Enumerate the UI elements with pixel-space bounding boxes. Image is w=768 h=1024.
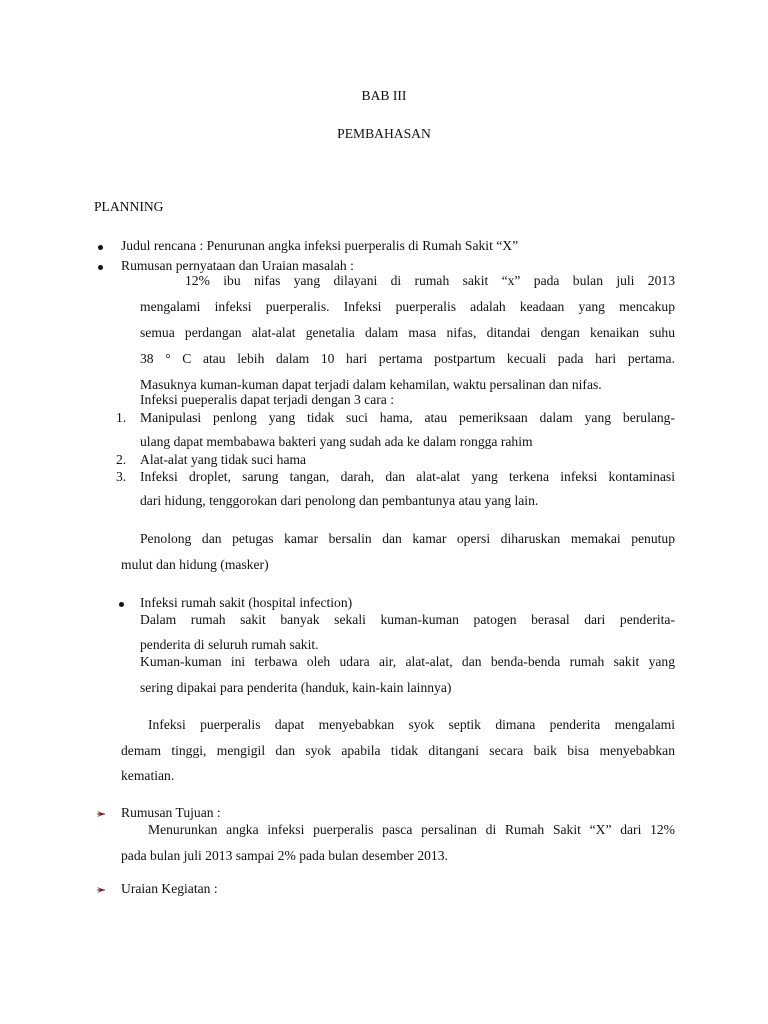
para1-line: 12% ibu nifas yang dilayani di rumah sakit “x” pada bulan juli 2013	[185, 273, 675, 288]
para1-line: mengalami infeksi puerperalis. Infeksi puerperalis adalah keadaan yang mencakup	[140, 299, 675, 314]
tujuan-label: Rumusan Tujuan :	[121, 805, 221, 820]
para2-line: Penolong dan petugas kamar bersalin dan kamar opersi diharuskan memakai penutup	[140, 531, 675, 546]
cause-number: 1.	[116, 410, 127, 425]
bullet-icon	[119, 602, 124, 607]
tujuan-line: Menurunkan angka infeksi puerperalis pasca persalinan di Rumah Sakit “X” dari 12%	[148, 822, 675, 837]
bullet-hospital: Infeksi rumah sakit (hospital infection)	[140, 595, 353, 610]
chapter-title: PEMBAHASAN	[337, 126, 431, 141]
bullet-icon	[98, 245, 103, 250]
kegiatan-label: Uraian Kegiatan :	[121, 881, 218, 896]
cause-line: Manipulasi penlong yang tidak suci hama, atau pemeriksaan dalam yang berulang-	[140, 410, 675, 425]
hospital-line: Kuman-kuman ini terbawa oleh udara air, alat-alat, dan benda-benda rumah sakit yang	[140, 654, 675, 669]
para3-line: Infeksi puerperalis dapat menyebabkan syok septik dimana penderita mengalami	[148, 717, 675, 732]
para3-line: demam tinggi, mengigil dan syok apabila tidak ditangani secara baik bisa menyebabkan	[121, 743, 675, 758]
section-label: PLANNING	[94, 199, 164, 214]
para1-line: Masuknya kuman-kuman dapat terjadi dalam kehamilan, waktu persalinan dan nifas.	[140, 377, 602, 392]
cause-number: 2.	[116, 452, 127, 467]
tujuan-line: pada bulan juli 2013 sampai 2% pada bulan desember 2013.	[121, 848, 448, 863]
para2-line: mulut dan hidung (masker)	[121, 557, 269, 572]
cause-line: Infeksi droplet, sarung tangan, darah, dan alat-alat yang terkena infeksi kontaminasi	[140, 469, 675, 484]
bullet-icon	[98, 265, 103, 270]
hospital-line: Dalam rumah sakit banyak sekali kuman-kuman patogen berasal dari penderita-	[140, 612, 675, 627]
bullet-rumusan: Rumusan pernyataan dan Uraian masalah :	[121, 258, 354, 273]
arrow-bullet-icon	[96, 809, 106, 819]
bullet-judul: Judul rencana : Penurunan angka infeksi puerperalis di Rumah Sakit “X”	[121, 238, 519, 253]
chapter-heading: BAB III	[361, 88, 407, 103]
para1-line: Infeksi pueperalis dapat terjadi dengan 3 cara :	[140, 392, 395, 407]
cause-line: Alat-alat yang tidak suci hama	[140, 452, 307, 467]
arrow-bullet-icon	[96, 885, 106, 895]
para1-line: 38 ° C atau lebih dalam 10 hari pertama postpartum kecuali pada hari pertama.	[140, 351, 675, 366]
para1-line: semua perdangan alat-alat genetalia dalam masa nifas, ditandai dengan kenaikan suhu	[140, 325, 675, 340]
hospital-line: penderita di seluruh rumah sakit.	[140, 637, 319, 652]
cause-number: 3.	[116, 469, 127, 484]
cause-line: ulang dapat membabawa bakteri yang sudah ada ke dalam rongga rahim	[140, 434, 533, 449]
hospital-line: sering dipakai para penderita (handuk, kain-kain lainnya)	[140, 680, 452, 695]
para3-line: kematian.	[121, 768, 175, 783]
cause-line: dari hidung, tenggorokan dari penolong dan pembantunya atau yang lain.	[140, 493, 539, 508]
